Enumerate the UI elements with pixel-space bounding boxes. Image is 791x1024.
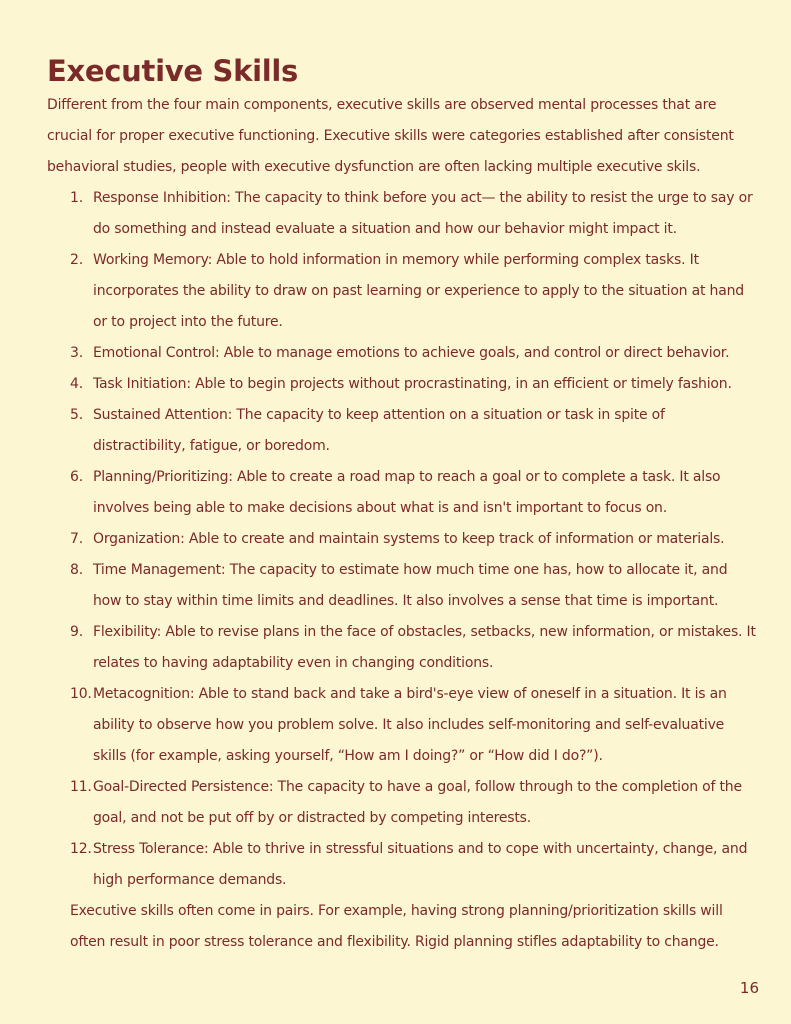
list-item (70, 772, 757, 834)
document-page (47, 52, 757, 958)
list-item-text: Stress Tolerance: Able to thrive in stressful situations and to cope with uncertainty, change, and high performance demands. (93, 841, 748, 888)
list-item (70, 400, 757, 462)
closing-paragraph: Executive skills often come in pairs. For example, having strong planning/prioritization skills will often result in poor stress tolerance and flexibility. Rigid planning stifles adaptability to change. (70, 903, 723, 950)
list-item-text: Goal-Directed Persistence: The capacity to have a goal, follow through to the completion of the goal, and not be put off by or distracted by competing interests. (93, 779, 742, 826)
list-item-number: 11. (70, 779, 92, 795)
list-item-text: Sustained Attention: The capacity to keep attention on a situation or task in spite of distractibility, fatigue, or boredom. (93, 407, 665, 454)
list-item-number: 9. (70, 624, 83, 640)
list-item-number: 1. (70, 190, 83, 206)
list-item-text: Response Inhibition: The capacity to think before you act— the ability to resist the urge to say or do something and instead evaluate a situation and how our behavior might impact it. (93, 190, 753, 237)
list-item-number: 2. (70, 252, 83, 268)
list-item (70, 462, 757, 524)
list-item (70, 183, 757, 245)
list-item (70, 524, 757, 555)
list-item-text: Flexibility: Able to revise plans in the face of obstacles, setbacks, new information, or mistakes. It relates to having adaptability even in changing conditions. (93, 624, 756, 671)
list-item (70, 617, 757, 679)
list-item-text: Emotional Control: Able to manage emotions to achieve goals, and control or direct behavior. (93, 345, 730, 361)
list-item (70, 679, 757, 772)
list-item (70, 338, 757, 369)
intro-paragraph: Different from the four main components, executive skills are observed mental processes that are crucial for proper executive functioning. Executive skills were categories established after consistent behavioral studies, people with executive dysfunction are often lacking multiple executive skils. (47, 97, 734, 175)
list-item-text: Planning/Prioritizing: Able to create a road map to reach a goal or to complete a task. It also involves being able to make decisions about what is and isn't important to focus on. (93, 469, 721, 516)
list-item-text: Time Management: The capacity to estimate how much time one has, how to allocate it, and how to stay within time limits and deadlines. It also involves a sense that time is important. (93, 562, 728, 609)
list-item-number: 6. (70, 469, 83, 485)
page-title: Executive Skills (47, 54, 298, 88)
list-item (70, 245, 757, 338)
list-item-number: 7. (70, 531, 83, 547)
list-item-number: 3. (70, 345, 83, 361)
list-item-text: Organization: Able to create and maintain systems to keep track of information or materials. (93, 531, 725, 547)
list-item-text: Task Initiation: Able to begin projects without procrastinating, in an efficient or timely fashion. (93, 376, 732, 392)
list-item-text: Working Memory: Able to hold information in memory while performing complex tasks. It incorporates the ability to draw on past learning or experience to apply to the situation at hand or to project into the future. (93, 252, 744, 330)
list-item-number: 12. (70, 841, 92, 857)
skills-list (47, 183, 757, 896)
list-item-number: 8. (70, 562, 83, 578)
list-item-number: 4. (70, 376, 83, 392)
list-item-text: Metacognition: Able to stand back and take a bird's-eye view of oneself in a situation. It is an ability to observe how you problem solve. It also includes self-monitoring and self-evaluative skills (for example, asking yourself, “How am I doing?” or “How did I do?”). (93, 686, 727, 764)
list-item (70, 369, 757, 400)
list-item (70, 834, 757, 896)
list-item-number: 5. (70, 407, 83, 423)
page-number: 16 (739, 979, 759, 997)
list-item-number: 10. (70, 686, 92, 702)
list-item (70, 555, 757, 617)
